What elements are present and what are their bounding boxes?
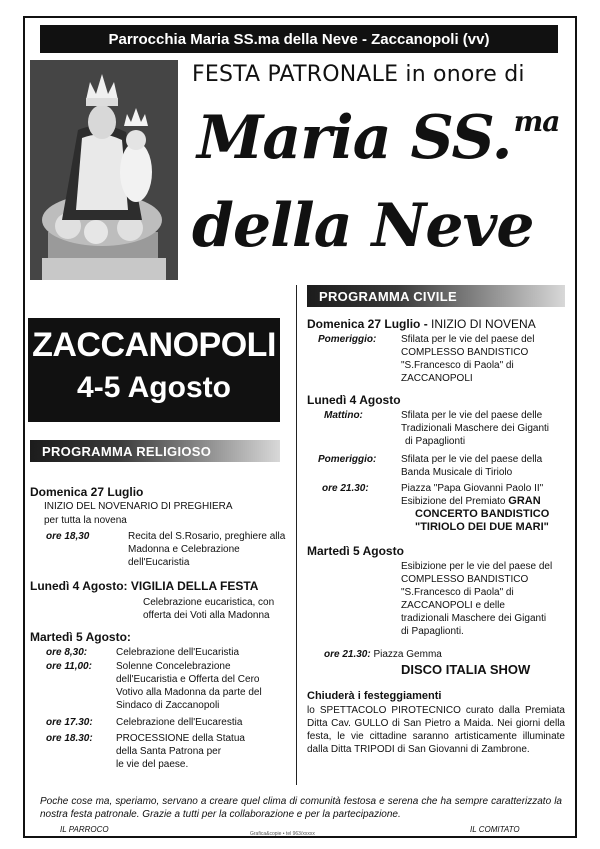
civ-day1-desc-line: "S.Francesco di Paola" di <box>401 360 514 371</box>
signature-comitato: IL COMITATO <box>470 825 520 834</box>
civ-close-text: lo SPETTACOLO PIROTECNICO curato dalla Premiata Ditta Cav. GULLO di San Pietro a Maida. Nei giorni della festa, le vie cittadine saranno artisticamente illuminate dalla Ditta TRIPODI di San Giovanni di Zambrone. <box>307 705 565 755</box>
programma-religioso-heading: PROGRAMMA RELIGIOSO <box>30 440 280 462</box>
civ-day1-title: INIZIO DI NOVENA <box>431 317 536 331</box>
civ-day1-date: Domenica 27 Luglio - <box>307 317 432 331</box>
civ-day2-desc-line: Banda Musicale di Tiriolo <box>401 467 513 478</box>
title-main-text: Maria SS. <box>197 103 512 173</box>
rel-day3-desc-1: Celebrazione dell'Eucaristia <box>116 647 240 658</box>
rel-day3-head: Martedì 5 Agosto: <box>30 630 131 644</box>
rel-day3-desc-line: Solenne Concelebrazione <box>116 661 231 672</box>
civ-day3-desc-line: Esibizione per le vie del paese del <box>401 561 553 572</box>
civ-day3-evening <box>324 648 442 661</box>
civ-day3-desc <box>401 560 552 638</box>
civ-day2-head: Lunedì 4 Agosto <box>307 393 401 407</box>
rel-day3-time-4: ore 18.30: <box>46 733 93 744</box>
rel-day3-desc-line: Sindaco di Zaccanopoli <box>116 700 220 711</box>
civ-concert-gran: GRAN <box>508 495 541 507</box>
civ-day1-head <box>307 318 536 331</box>
civ-close-head: Chiuderà i festeggiamenti <box>307 690 442 702</box>
civ-day3-desc-line: tradizionali Maschere dei Giganti <box>401 613 547 624</box>
civ-day2-pomeriggio-label: Pomeriggio: <box>318 454 377 465</box>
rel-day1-desc-line: dell'Eucaristia <box>128 557 190 568</box>
rel-day3-desc-line: dell'Eucaristia e Offerta del Cero <box>116 674 260 685</box>
civ-day2-evening-desc <box>401 482 549 534</box>
rel-day1-time: ore 18,30 <box>46 531 90 542</box>
column-divider <box>296 285 297 785</box>
civ-day2-desc-line: Sfilata per le vie del paese della <box>401 454 543 465</box>
civ-day1-desc-line: ZACCANOPOLI <box>401 373 473 384</box>
civ-day2-mattino-desc <box>401 409 549 448</box>
rel-day1-line1: INIZIO DEL NOVENARIO DI PREGHIERA <box>44 501 233 512</box>
civ-day2-desc-line: di Papaglionti <box>405 436 466 447</box>
rel-day3-desc-line: della Santa Patrona per <box>116 746 222 757</box>
rel-day2-desc-line: Celebrazione eucaristica, con <box>143 597 275 608</box>
rel-day2-title: VIGILIA DELLA FESTA <box>130 579 259 593</box>
civ-concert-title: CONCERTO BANDISTICO <box>415 508 550 520</box>
civ-day3-head: Martedì 5 Agosto <box>307 544 404 558</box>
civ-day2-evening-label: ore 21.30: <box>322 483 369 494</box>
rel-day3-desc-4 <box>116 732 245 771</box>
civ-concert-band: "TIRIOLO DEI DUE MARI" <box>415 521 549 533</box>
printer-credit: Grafica&copie • tel 963/xxxxx <box>250 831 315 837</box>
rel-day1-desc-line: Recita del S.Rosario, preghiere alla <box>128 531 286 542</box>
programma-civile-heading: PROGRAMMA CIVILE <box>307 285 565 307</box>
rel-day2-desc-line: offerta dei Voti alla Madonna <box>143 610 270 621</box>
civ-day1-desc-line: COMPLESSO BANDISTICO <box>401 347 529 358</box>
rel-day3-desc-line: PROCESSIONE della Statua <box>116 733 245 744</box>
rel-day3-time-1: ore 8,30: <box>46 647 88 658</box>
rel-day3-desc-line: le vie del paese. <box>116 759 189 770</box>
civ-day3-desc-line: "S.Francesco di Paola" di <box>401 587 514 598</box>
rel-day1-desc-line: Madonna e Celebrazione <box>128 544 240 555</box>
footer-message: Poche cose ma, speriamo, servano a creare quel clima di comunità festosa e serena che ha sempre caratterizzato la nostra festa patronale. Grazie a tutti per la collaborazione e per la partecipazione. <box>40 796 562 820</box>
civ-day1-desc-line: Sfilata per le vie del paese del <box>401 334 535 345</box>
civ-day3-place: Piazza Gemma <box>370 649 442 660</box>
title-line-2: della Neve <box>192 191 534 261</box>
rel-day1-desc <box>128 530 285 569</box>
festa-intro: FESTA PATRONALE in onore di <box>192 62 525 87</box>
civ-day3-desc-line: di Papaglionti. <box>401 626 464 637</box>
rel-day1-line2: per tutta la novena <box>44 515 127 526</box>
civ-day2-pomeriggio-desc <box>401 453 542 479</box>
civ-day3-evening-label: ore 21.30: <box>324 649 371 660</box>
civ-day1-label: Pomeriggio: <box>318 334 377 345</box>
rel-day3-desc-line: Votivo alla Madonna da parte del <box>116 687 262 698</box>
town-date-box <box>28 318 280 422</box>
civ-day1-desc <box>401 333 534 385</box>
civ-day2-desc-line: Tradizionali Maschere dei Giganti <box>401 423 550 434</box>
civ-day3-desc-line: COMPLESSO BANDISTICO <box>401 574 529 585</box>
rel-day2-desc <box>143 596 274 622</box>
civ-disco-show: DISCO ITALIA SHOW <box>401 662 531 677</box>
signature-parroco: IL PARROCO <box>60 825 109 834</box>
parish-header: Parrocchia Maria SS.ma della Neve - Zaccanopoli (vv) <box>40 25 558 53</box>
rel-day3-time-3: ore 17.30: <box>46 717 93 728</box>
civ-day3-desc-line: ZACCANOPOLI e delle <box>401 600 505 611</box>
civ-day2-desc-line: Piazza "Papa Giovanni Paolo II" <box>401 483 544 494</box>
rel-day3-desc-3: Celebrazione dell'Eucarestia <box>116 717 243 728</box>
rel-day2-head <box>30 580 258 593</box>
title-line-1 <box>197 103 560 173</box>
title-superscript: ma <box>513 105 560 138</box>
statue-illustration <box>30 60 178 280</box>
town-name: ZACCANOPOLI <box>32 326 276 364</box>
rel-day2-date: Lunedì 4 Agosto: <box>30 579 131 593</box>
rel-day3-desc-2 <box>116 660 262 712</box>
rel-day3-time-2: ore 11,00: <box>46 661 92 672</box>
festival-dates: 4-5 Agosto <box>77 371 231 404</box>
civ-day2-desc-line: Sfilata per le vie del paese delle <box>401 410 543 421</box>
civ-day2-mattino-label: Mattino: <box>324 410 363 421</box>
madonna-statue-image <box>30 60 178 280</box>
civ-day2-desc-line: Esibizione del Premiato <box>401 496 509 507</box>
rel-day1-head: Domenica 27 Luglio <box>30 485 144 499</box>
